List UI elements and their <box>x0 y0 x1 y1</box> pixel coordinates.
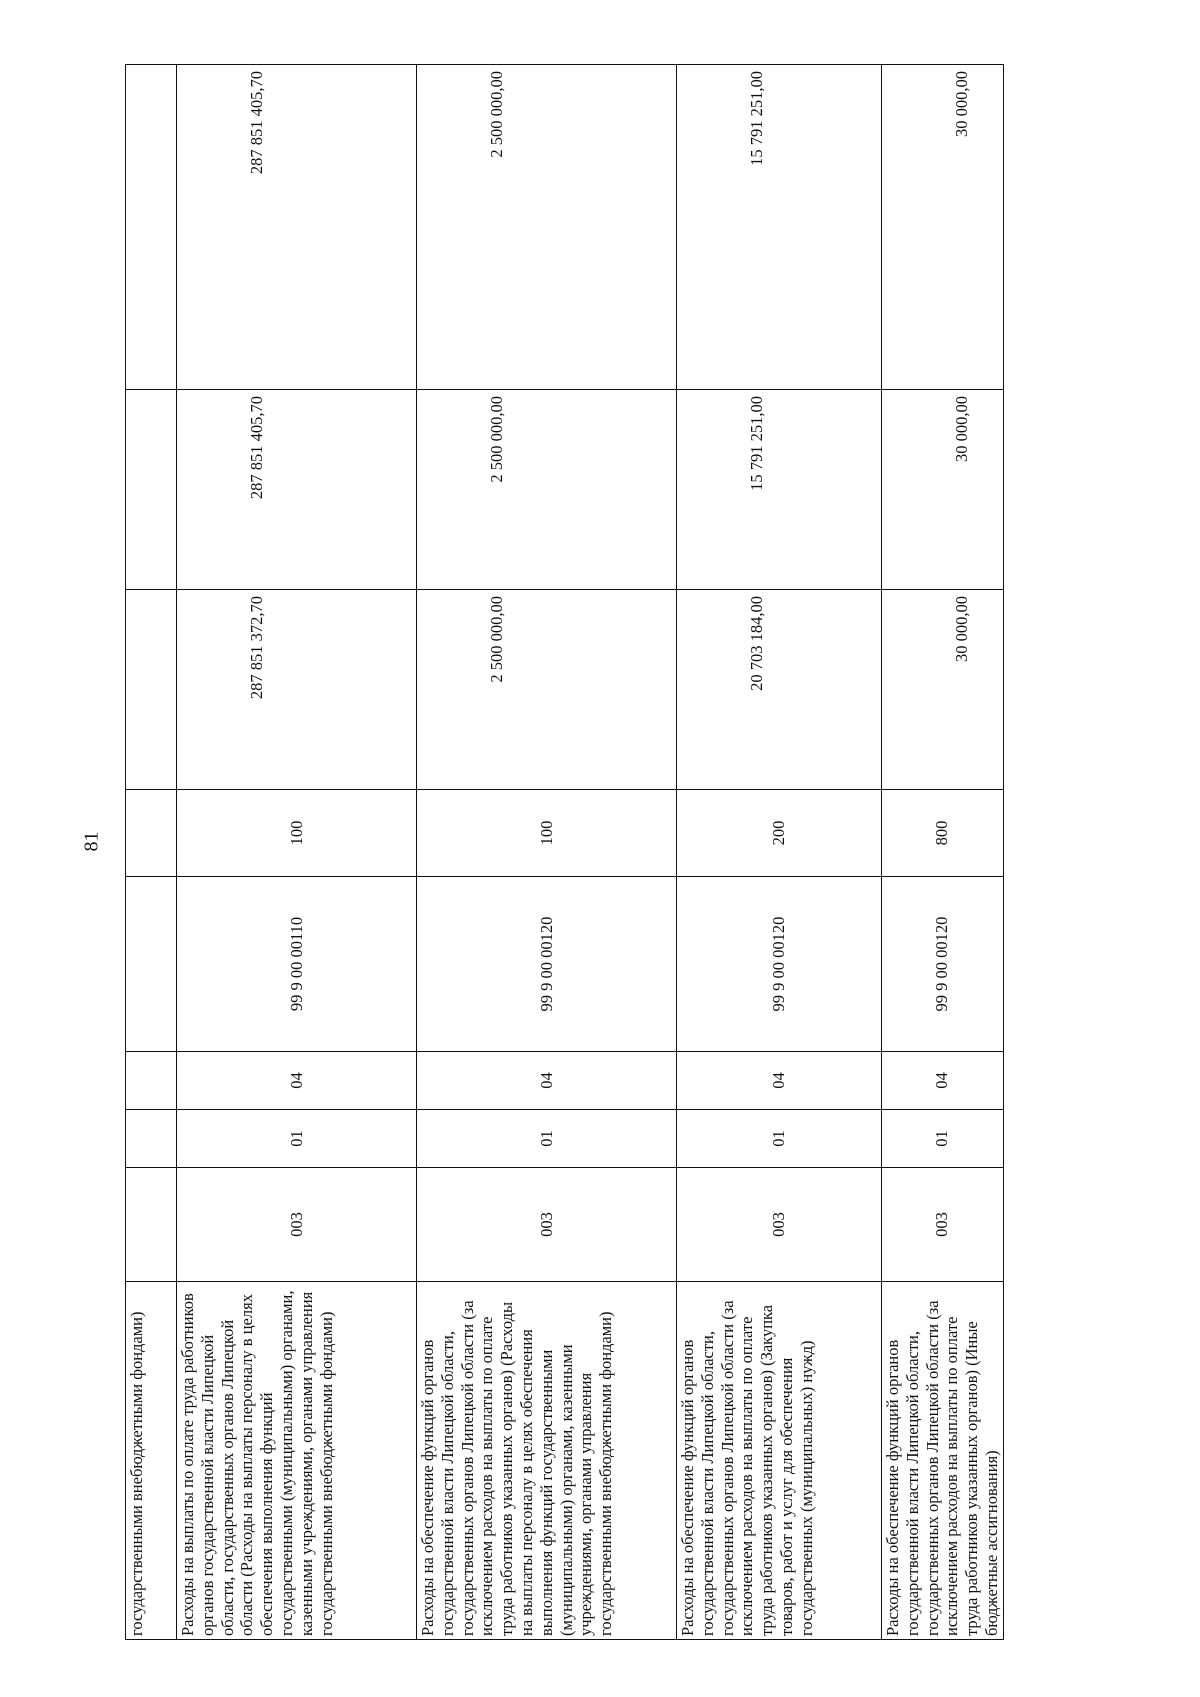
budget-table <box>125 64 1004 1640</box>
sum-year-2: 15 791 251,00 <box>677 390 882 590</box>
table-row <box>882 65 1004 1640</box>
budget-table-container <box>125 65 1001 1640</box>
page-number: 81 <box>80 831 103 852</box>
sum-year-1: 287 851 372,70 <box>177 590 417 790</box>
sum-year-2: 287 851 405,70 <box>177 390 417 590</box>
row-description: Расходы на обеспечение функций органов государственной власти Липецкой области, государственных органов Липецкой области (за исключением расходов на выплаты по оплате труда работников указанных органов) (Иные бюджетные ассигнования) <box>882 1282 1004 1640</box>
target-article-code: 99 9 00 00120 <box>882 877 1004 1052</box>
target-article-code: 99 9 00 00110 <box>177 877 417 1052</box>
sum-year-2 <box>126 390 177 590</box>
sum-year-1: 30 000,00 <box>882 590 1004 790</box>
sum-year-2: 30 000,00 <box>882 390 1004 590</box>
row-description: Расходы на обеспечение функций органов государственной власти Липецкой области, государственных органов Липецкой области (за исключением расходов на выплаты по оплате труда работников указанных органов) (Расходы на выплаты персоналу в целях обеспечения выполнения функций государственными (муниципальными) органами, казенными учреждениями, органами управления государственными внебюджетными фондами) <box>417 1282 677 1640</box>
section-code: 01 <box>882 1110 1004 1168</box>
subsection-code: 04 <box>417 1052 677 1110</box>
row-description: государственными внебюджетными фондами) <box>126 1282 177 1640</box>
sum-year-3: 287 851 405,70 <box>177 65 417 390</box>
ministry-code: 003 <box>882 1168 1004 1282</box>
table-row <box>417 65 677 1640</box>
expense-type-code: 100 <box>177 790 417 877</box>
sum-year-1: 2 500 000,00 <box>417 590 677 790</box>
subsection-code: 04 <box>882 1052 1004 1110</box>
subsection-code <box>126 1052 177 1110</box>
target-article-code: 99 9 00 00120 <box>417 877 677 1052</box>
expense-type-code: 100 <box>417 790 677 877</box>
section-code: 01 <box>177 1110 417 1168</box>
expense-type-code: 800 <box>882 790 1004 877</box>
sum-year-3 <box>126 65 177 390</box>
section-code: 01 <box>417 1110 677 1168</box>
section-code <box>126 1110 177 1168</box>
table-row <box>126 65 177 1640</box>
sum-year-3: 30 000,00 <box>882 65 1004 390</box>
ministry-code: 003 <box>417 1168 677 1282</box>
sum-year-3: 15 791 251,00 <box>677 65 882 390</box>
sum-year-2: 2 500 000,00 <box>417 390 677 590</box>
ministry-code: 003 <box>177 1168 417 1282</box>
ministry-code <box>126 1168 177 1282</box>
sum-year-1: 20 703 184,00 <box>677 590 882 790</box>
sum-year-3: 2 500 000,00 <box>417 65 677 390</box>
row-description: Расходы на обеспечение функций органов государственной власти Липецкой области, государственных органов Липецкой области (за исключением расходов на выплаты по оплате труда работников указанных органов) (Закупка товаров, работ и услуг для обеспечения государственных (муниципальных) нужд) <box>677 1282 882 1640</box>
sum-year-1 <box>126 590 177 790</box>
section-code: 01 <box>677 1110 882 1168</box>
table-row <box>677 65 882 1640</box>
target-article-code <box>126 877 177 1052</box>
expense-type-code: 200 <box>677 790 882 877</box>
expense-type-code <box>126 790 177 877</box>
table-row <box>177 65 417 1640</box>
subsection-code: 04 <box>677 1052 882 1110</box>
ministry-code: 003 <box>677 1168 882 1282</box>
row-description: Расходы на выплаты по оплате труда работников органов государственной власти Липецкой области, государственных органов Липецкой области (Расходы на выплаты персоналу в целях обеспечения выполнения функций государственными (муниципальными) органами, казенными учреждениями, органами управления государственными внебюджетными фондами) <box>177 1282 417 1640</box>
target-article-code: 99 9 00 00120 <box>677 877 882 1052</box>
subsection-code: 04 <box>177 1052 417 1110</box>
